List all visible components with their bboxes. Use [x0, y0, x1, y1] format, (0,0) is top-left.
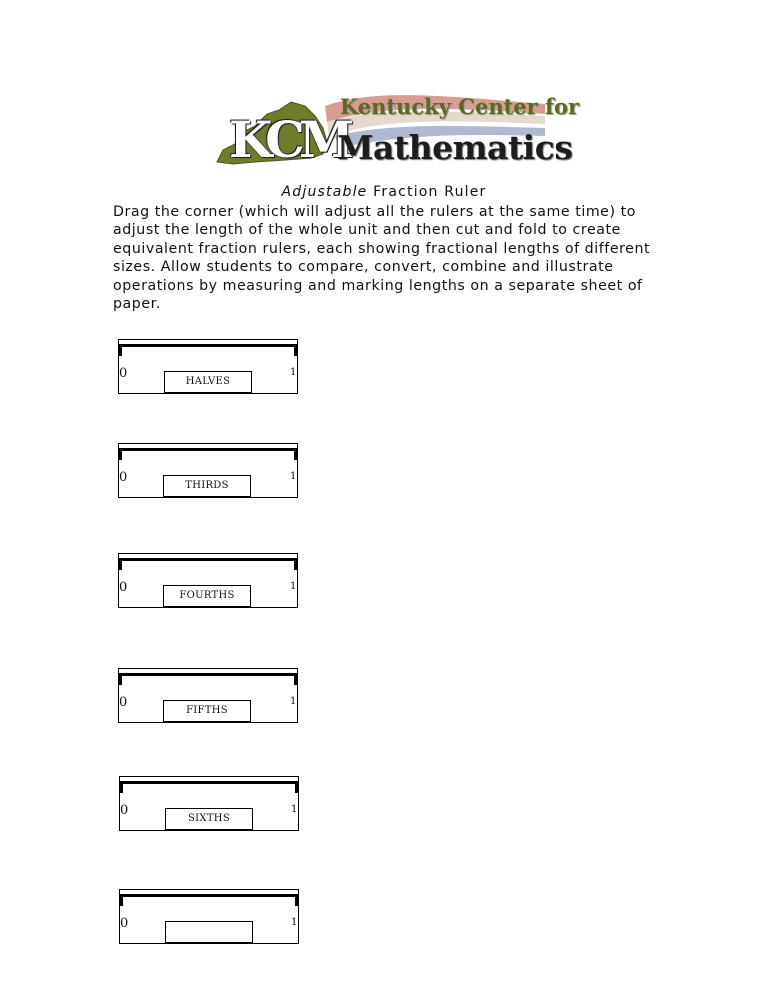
- ruler-zero-label: 0: [119, 695, 128, 710]
- ruler-tick-start: [118, 448, 122, 460]
- ruler-tick-end: [295, 894, 299, 906]
- ruler-one-label: 1: [290, 471, 297, 482]
- ruler-one-label: 1: [291, 917, 298, 928]
- ruler-tick-start: [119, 781, 123, 793]
- ruler-tick-end: [295, 781, 299, 793]
- logo-title-line1: Kentucky Center for: [340, 94, 580, 119]
- page-title-italic: Adjustable: [281, 184, 368, 200]
- fraction-ruler-fifths[interactable]: [118, 668, 298, 723]
- ruler-tick-end: [294, 344, 298, 356]
- logo-kcm-mark: KCM: [229, 110, 349, 169]
- ruler-one-label: 1: [290, 581, 297, 592]
- ruler-zero-label: 0: [119, 366, 128, 381]
- kcm-logo: [215, 92, 580, 172]
- ruler-name-label: [165, 921, 253, 943]
- page-title: [0, 184, 768, 200]
- ruler-name-label: HALVES: [164, 371, 252, 393]
- page-title-rest: Fraction Ruler: [367, 184, 487, 200]
- ruler-tick-end: [294, 558, 298, 570]
- ruler-tick-end: [294, 448, 298, 460]
- fraction-ruler-unlabeled[interactable]: [119, 889, 299, 944]
- ruler-name-label: SIXTHS: [165, 808, 253, 830]
- ruler-bar: [118, 344, 298, 347]
- logo-title-line2: Mathematics: [337, 128, 573, 167]
- ruler-zero-label: 0: [120, 803, 129, 818]
- ruler-one-label: 1: [290, 696, 297, 707]
- fraction-ruler-fourths[interactable]: [118, 553, 298, 608]
- ruler-zero-label: 0: [120, 916, 129, 931]
- fraction-ruler-sixths[interactable]: [119, 776, 299, 831]
- ruler-bar: [118, 673, 298, 676]
- ruler-bar: [119, 894, 299, 897]
- ruler-tick-start: [118, 344, 122, 356]
- ruler-bar: [118, 448, 298, 451]
- ruler-tick-start: [119, 894, 123, 906]
- ruler-one-label: 1: [291, 804, 298, 815]
- ruler-one-label: 1: [290, 367, 297, 378]
- instructions-paragraph: Drag the corner (which will adjust all the rulers at the same time) to adjust the length of the whole unit and then cut and fold to create equivalent fraction rulers, each showing fractional lengths of different sizes. Allow students to compare, convert, combine and illustrate operations by measuring and marking lengths on a separate sheet of paper.: [113, 204, 651, 313]
- ruler-tick-start: [118, 673, 122, 685]
- ruler-name-label: FIFTHS: [163, 700, 251, 722]
- ruler-name-label: FOURTHS: [163, 585, 251, 607]
- ruler-bar: [118, 558, 298, 561]
- fraction-ruler-halves[interactable]: [118, 339, 298, 394]
- ruler-zero-label: 0: [119, 470, 128, 485]
- ruler-zero-label: 0: [119, 580, 128, 595]
- ruler-bar: [119, 781, 299, 784]
- ruler-name-label: THIRDS: [163, 475, 251, 497]
- ruler-tick-start: [118, 558, 122, 570]
- fraction-ruler-thirds[interactable]: [118, 443, 298, 498]
- ruler-tick-end: [294, 673, 298, 685]
